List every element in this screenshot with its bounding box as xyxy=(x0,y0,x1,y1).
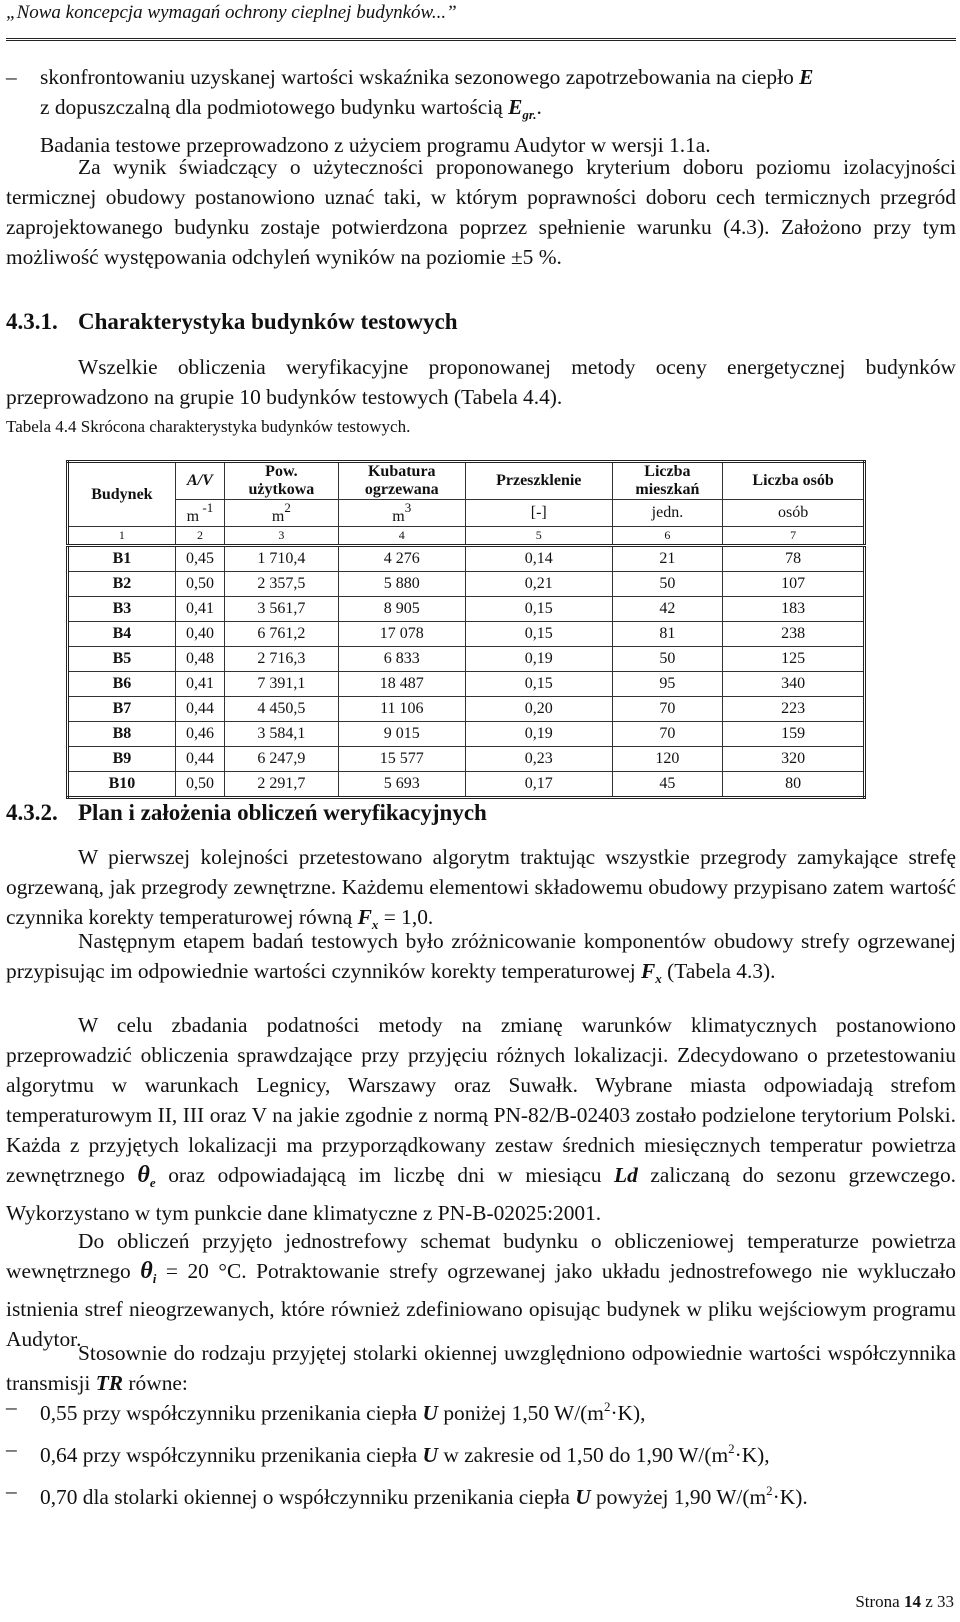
list-item: – 0,70 dla stolarki okiennej o współczynniku przenikania ciepła U powyżej 1,90 $W/(m^2\cdot K)$. xyxy=(6,1479,808,1509)
table-units-row xyxy=(68,500,865,527)
page-number: Strona 14 z 33 xyxy=(855,1592,954,1611)
col-header-av: A/V xyxy=(175,462,224,500)
col-header-przeszklenie: Przeszklenie xyxy=(465,462,612,500)
table-header-row xyxy=(68,462,865,500)
table-row: B3 0,41 3 561,7 8 905 0,15 42 183 xyxy=(68,597,865,622)
list-item: – 0,64 przy współczynniku przenikania ciepła U w zakresie od 1,50 do 1,90 $W/(m^2\cdot K)$, xyxy=(6,1437,770,1467)
unit-kubatura: $m^3$ xyxy=(338,500,465,527)
table-row: B2 0,50 2 357,5 5 880 0,21 50 107 xyxy=(68,572,865,597)
section2-paragraph-2: Następnym etapem badań testowych było zróżnicowanie komponentów obudowy strefy ogrzewanej przypisując im odpowiednie wartości czynników korekty temperaturowej $F_x$ (Tabela 4.3). xyxy=(6,929,956,986)
table-row: B8 0,46 3 584,1 9 015 0,19 70 159 xyxy=(68,722,865,747)
col-header-liczba-osob: Liczba osób xyxy=(723,462,865,500)
table-row: B1 0,45 1 710,4 4 276 0,14 21 78 xyxy=(68,546,865,572)
unit-osob: osób xyxy=(723,500,865,527)
section-heading-431: 4.3.1. Charakterystyka budynków testowych xyxy=(6,309,458,334)
section2-paragraph-5: Stosownie do rodzaju przyjętej stolarki okiennej uwzględniono odpowiednie wartości współczynnika transmisji TR równe: xyxy=(6,1341,956,1395)
table-row: B5 0,48 2 716,3 6 833 0,19 50 125 xyxy=(68,647,865,672)
table-row: B6 0,41 7 391,1 18 487 0,15 95 340 xyxy=(68,672,865,697)
col-header-pow: Pow. użytkowa xyxy=(225,462,339,500)
unit-przeszklenie: [-] xyxy=(465,500,612,527)
unit-av: m $^{-1}$ xyxy=(175,500,224,527)
section2-paragraph-1: W pierwszej kolejności przetestowano algorytm traktując wszystkie przegrody zamykające strefę ogrzewaną, jak przegrody zewnętrzne. Każdemu elementowi składowemu obudowy przypisano zatem wartość czynnika korekty temperaturowej równą $F_x = 1,0$. xyxy=(6,845,956,932)
section2-paragraph-3: W celu zbadania podatności metody na zmianę warunków klimatycznych postanowiono przeprowadzić obliczenia sprawdzające przy przyjęciu różnych lokalizacji. Zdecydowano o przetestowaniu algorytmu w warunkach Legnicy, Warszawy oraz Suwałk. Wybrane miasta odpowiadają strefom temperaturowym II, III oraz V na jakie zgodnie z normą PN-82/B-02403 zostało podzielone terytorium Polski. Każda z przyjętych lokalizacji ma przyporządkowany zestaw średnich miesięcznych temperatur powietrza zewnętrznego $\theta_e$ oraz odpowiadającą im liczbę dni w miesiącu Ld zaliczaną do sezonu grzewczego. Wykorzystano w tym punkcie dane klimatyczne z PN-B-02025:2001. xyxy=(6,1013,956,1225)
criterion-paragraph: Za wynik świadczący o użyteczności proponowanego kryterium doboru poziomu izolacyjności termicznej obudowy postanowiono uznać taki, w którym poprawności doboru cech termicznych przegród zaprojektowanego budynku zostaje potwierdzona poprzez spełnienie warunku (4.3). Założono przy tym możliwość występowania odchyleń wyników na poziomie ±5 %. xyxy=(6,155,956,269)
table-row: B10 0,50 2 291,7 5 693 0,17 45 80 xyxy=(68,772,865,798)
table-row: B9 0,44 6 247,9 15 577 0,23 120 320 xyxy=(68,747,865,772)
table-row: B7 0,44 4 450,5 11 106 0,20 70 223 xyxy=(68,697,865,722)
running-header: „Nowa koncepcja wymagań ochrony cieplnej budynków...” xyxy=(6,2,457,23)
unit-mieszkan: jedn. xyxy=(612,500,723,527)
tr-list xyxy=(6,1392,956,1512)
dash-marker: – xyxy=(6,65,17,89)
buildings-table xyxy=(66,460,866,799)
table-caption: Tabela 4.4 Skrócona charakterystyka budynków testowych. xyxy=(6,417,411,436)
intro-bullet: – skonfrontowaniu uzyskanej wartości wskaźnika sezonowego zapotrzebowania na ciepło E z dopuszczalną dla podmiotowego budynku wartością $E_{gr.}$. Badania testowe przeprowadzono z użyciem programu Audytor w wersji 1.1a. xyxy=(6,62,956,160)
section1-paragraph: Wszelkie obliczenia weryfikacyjne proponowanej metody oceny energetycznej budynków przeprowadzono na grupie 10 budynków testowych (Tabela 4.4). xyxy=(6,355,956,409)
header-rule xyxy=(6,38,956,41)
unit-pow: $m^2$ xyxy=(225,500,339,527)
section-heading-432: 4.3.2. Plan i założenia obliczeń weryfikacyjnych xyxy=(6,800,487,825)
section2-paragraph-4: Do obliczeń przyjęto jednostrefowy schemat budynku o obliczeniowej temperaturze powietrza wewnętrznego $\theta_i = 20$ °C. Potraktowanie strefy ogrzewanej jako układu jednostrefowego nie wykluczało istnienia stref nieogrzewanych, które również zdefiniowano opisując budynek w pliku wejściowym programu Audytor. xyxy=(6,1229,957,1351)
col-header-kubatura: Kubatura ogrzewana xyxy=(338,462,465,500)
list-item: – 0,55 przy współczynniku przenikania ciepła U poniżej 1,50 $W/(m^2\cdot K)$, xyxy=(6,1395,646,1425)
col-header-liczba-mieszkan: Liczba mieszkań xyxy=(612,462,723,500)
table-index-row: 1 2 3 4 5 6 7 xyxy=(68,527,865,546)
col-header-budynek: Budynek xyxy=(68,462,176,527)
table-row: B4 0,40 6 761,2 17 078 0,15 81 238 xyxy=(68,622,865,647)
